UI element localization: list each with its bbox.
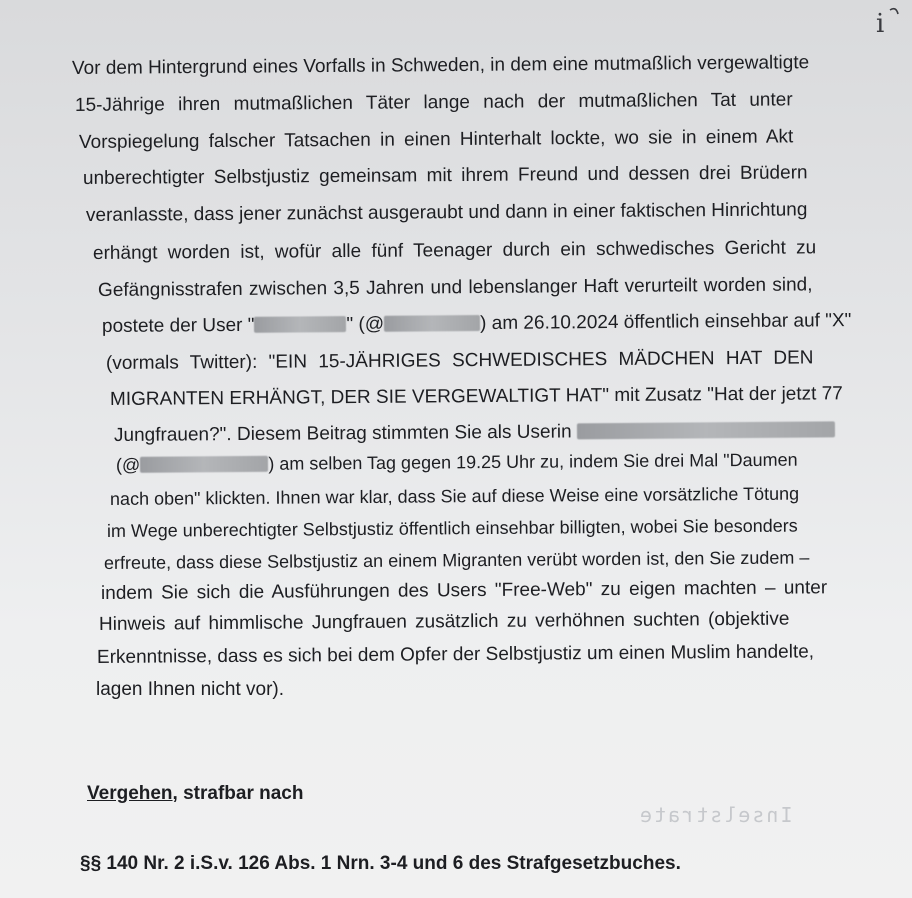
- body-line: postete der User " " (@ ) am 26.10.2024 öffentlich einsehbar auf "X": [101, 310, 852, 337]
- redacted-handle: [140, 456, 268, 473]
- body-line: 15-Jährige ihren mutmaßlichen Täter lange nach der mutmaßlichen Tat unter: [74, 89, 793, 116]
- body-line: MIGRANTEN ERHÄNGT, DER SIE VERGEWALTIGT HAT" mit Zusatz "Hat der jetzt 77: [109, 383, 843, 410]
- offense-heading-rest: , strafbar nach: [172, 783, 304, 804]
- corner-pen-mark: [874, 4, 902, 44]
- redacted-username: [254, 316, 346, 333]
- body-line: erhängt worden ist, wofür alle fünf Teenager durch ein schwedisches Gericht zu: [92, 237, 817, 264]
- body-line: Erkenntnisse, dass es sich bei dem Opfer der Selbstjustiz um einen Muslim handelte,: [96, 641, 815, 668]
- body-line: nach oben" klickten. Ihnen war klar, dass Sie auf diese Weise eine vorsätzliche Tötung: [109, 483, 800, 509]
- body-line: im Wege unberechtigter Selbstjustiz öffentlich einsehbar billigten, wobei Sie besonders: [106, 515, 798, 541]
- body-line: erfreute, dass diese Selbstjustiz an einem Migranten verübt worden ist, den Sie zudem –: [103, 547, 810, 573]
- redacted-handle: [384, 315, 480, 332]
- body-line: Gefängnisstrafen zwischen 3,5 Jahren und lebenslanger Haft verurteilt worden sind,: [97, 274, 813, 301]
- body-line: veranlasste, dass jener zunächst ausgeraubt und dann in einer faktischen Hinrichtung: [85, 199, 808, 226]
- body-line: Hinweis auf himmlische Jungfrauen zusätzlich zu verhöhnen suchten (objektive: [98, 608, 790, 635]
- offense-heading: [87, 783, 303, 805]
- body-line: (@ ) am selben Tag gegen 19.25 Uhr zu, indem Sie drei Mal "Daumen: [115, 449, 798, 475]
- body-line: Vor dem Hintergrund eines Vorfalls in Schweden, in dem eine mutmaßlich vergewaltigte: [71, 52, 810, 79]
- body-line: Vorspiegelung falscher Tatsachen in einen Hinterhalt lockte, wo sie in einem Akt: [78, 126, 794, 153]
- statute-citation: §§ 140 Nr. 2 i.S.v. 126 Abs. 1 Nrn. 3-4 und 6 des Strafgesetzbuches.: [80, 853, 681, 874]
- redacted-username: [577, 421, 835, 439]
- body-line: lagen Ihnen nicht vor).: [96, 679, 285, 700]
- body-line: unberechtigter Selbstjustiz gemeinsam mit ihrem Freund und dessen drei Brüdern: [82, 162, 808, 189]
- body-line: Jungfrauen?". Diesem Beitrag stimmten Sie als Userin: [114, 419, 835, 447]
- bleed-through-stamp: Inselstrate: [638, 803, 793, 827]
- offense-type: Vergehen: [87, 783, 173, 804]
- body-line: indem Sie sich die Ausführungen des Users "Free-Web" zu eigen machten – unter: [100, 577, 828, 604]
- corner-mark-text: i: [876, 9, 885, 39]
- body-line: (vormals Twitter): "EIN 15-JÄHRIGES SCHWEDISCHES MÄDCHEN HAT DEN: [105, 347, 814, 374]
